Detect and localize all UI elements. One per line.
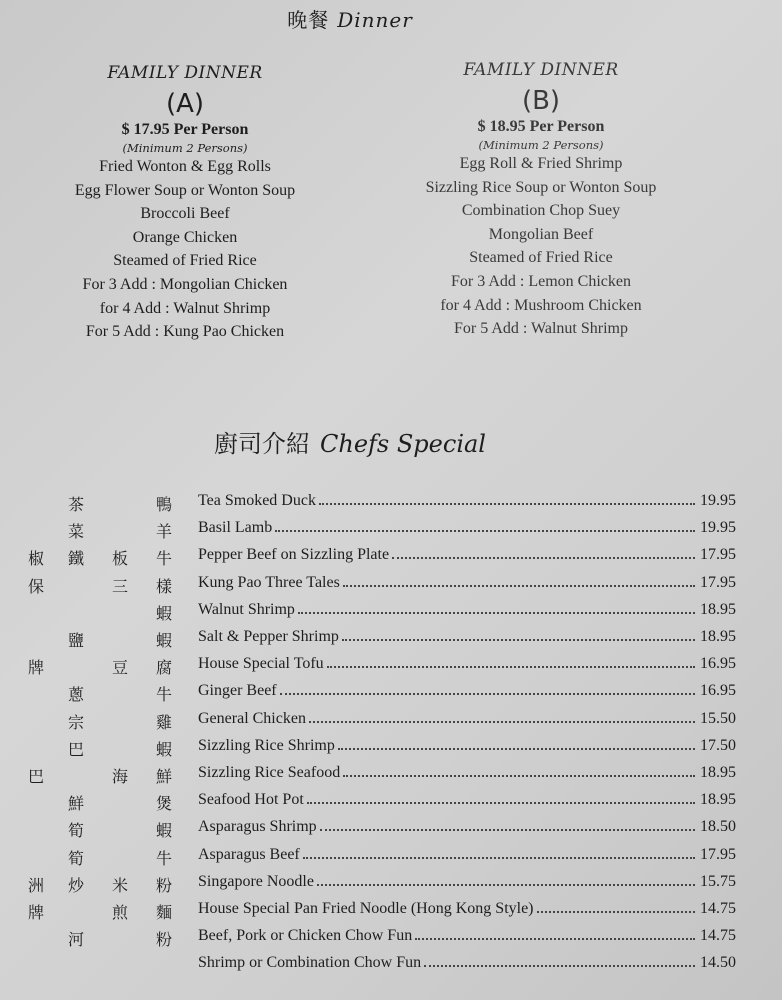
menu-item-price: 17.95 — [700, 573, 736, 591]
family-dinner-price: $ 18.95 Per Person — [477, 118, 605, 135]
menu-item-row — [0, 900, 782, 927]
menu-item-name: Asparagus Shrimp — [198, 818, 317, 836]
menu-item-chinese-char: 煲 — [156, 794, 173, 814]
family-dinner-item: For 5 Add : Kung Pao Chicken — [85, 323, 285, 341]
dinner-heading-en: Dinner — [337, 8, 413, 32]
family-dinner-item: Orange Chicken — [132, 228, 238, 246]
menu-item-name: Beef, Pork or Chicken Chow Fun — [198, 927, 413, 945]
dot-leader — [303, 857, 695, 859]
menu-item-price: 15.50 — [700, 709, 736, 727]
family-dinner-items — [0, 155, 370, 344]
family-dinner-label: FAMILY DINNER — [463, 60, 619, 80]
menu-item-price: 18.95 — [700, 791, 736, 809]
family-dinner-minimum: (Minimum 2 Persons) — [478, 138, 604, 152]
menu-item-chinese-char: 粉 — [156, 875, 173, 895]
family-dinner-letter: (B) — [521, 86, 561, 116]
dinner-heading — [0, 4, 700, 33]
dot-leader — [327, 666, 695, 668]
chefs-special-heading-cn: 廚司介紹 — [214, 430, 311, 458]
family-dinner-minimum: (Minimum 2 Persons) — [122, 141, 248, 155]
family-dinner-item: Broccoli Beef — [140, 205, 230, 223]
menu-item-chinese-char: 蝦 — [156, 631, 173, 650]
family-dinner-item: For 5 Add : Walnut Shrimp — [454, 320, 628, 338]
dot-leader — [343, 585, 695, 587]
menu-item-name: General Chicken — [198, 709, 306, 727]
menu-item-name: Salt & Pepper Shrimp — [198, 628, 339, 645]
dot-leader — [307, 802, 695, 804]
menu-item-chinese-char: 炒 — [68, 875, 85, 895]
menu-item-chinese-char: 蔥 — [68, 685, 85, 705]
family-dinner-item: Steamed of Fried Rice — [469, 249, 613, 267]
family-dinner-price: $ 17.95 Per Person — [121, 121, 249, 138]
menu-item-price: 19.95 — [700, 519, 736, 537]
menu-item-chinese-char: 海 — [112, 767, 129, 786]
menu-item-row — [0, 927, 782, 954]
menu-item-chinese-char: 樣 — [156, 576, 173, 596]
menu-item-name: Ginger Beef — [198, 682, 277, 700]
family-dinner-item: for 4 Add : Mushroom Chicken — [440, 296, 642, 314]
menu-item-chinese-char: 腐 — [156, 658, 173, 678]
menu-item-chinese-char: 粉 — [156, 930, 173, 950]
chefs-special-heading-en: Chefs Special — [320, 430, 486, 458]
family-dinner-item: for 4 Add : Walnut Shrimp — [99, 299, 271, 317]
dot-leader — [537, 911, 695, 913]
menu-item-row — [0, 818, 782, 845]
menu-item-chinese-char: 煎 — [112, 903, 129, 922]
dot-leader — [319, 503, 695, 505]
menu-item-price: 17.50 — [700, 736, 736, 754]
menu-item-name: Shrimp or Combination Chow Fun — [198, 954, 422, 972]
menu-item-row — [0, 574, 782, 601]
menu-item-chinese-char: 雞 — [156, 712, 173, 732]
menu-item-price: 16.95 — [700, 682, 736, 700]
dot-leader — [342, 639, 695, 641]
menu-item-chinese-char: 米 — [112, 875, 129, 895]
dot-leader — [309, 721, 695, 723]
menu-item-name: Pepper Beef on Sizzling Plate — [198, 546, 390, 564]
family-dinner-item: Egg Roll & Fried Shrimp — [459, 155, 623, 172]
chefs-special-heading — [0, 424, 700, 459]
family-dinner-label: FAMILY DINNER — [107, 63, 263, 83]
menu-item-row — [0, 682, 782, 709]
menu-item-chinese-char: 洲 — [28, 875, 45, 895]
family-dinner-item: Combination Chop Suey — [461, 202, 621, 220]
menu-item-chinese-char: 蝦 — [156, 603, 173, 623]
menu-item-row — [0, 655, 782, 682]
menu-item-row — [0, 628, 782, 655]
menu-item-price: 18.95 — [700, 600, 736, 618]
menu-item-chinese-char: 鮮 — [156, 767, 173, 786]
menu-item-chinese-char: 牛 — [156, 549, 173, 569]
menu-item-row — [0, 519, 782, 546]
menu-item-name: Sizzling Rice Shrimp — [198, 736, 335, 754]
menu-item-price: 19.95 — [700, 492, 736, 509]
family-dinner-item: For 3 Add : Lemon Chicken — [451, 272, 631, 290]
menu-item-chinese-char: 筍 — [68, 848, 85, 868]
dot-leader — [392, 557, 695, 559]
menu-item-chinese-char: 板 — [112, 549, 129, 569]
family-dinner-items — [356, 152, 726, 341]
menu-item-name: House Special Pan Fried Noodle (Hong Kong Style) — [198, 900, 534, 917]
menu-item-row — [0, 601, 782, 628]
menu-item-name: Sizzling Rice Seafood — [198, 764, 341, 781]
dot-leader — [320, 829, 695, 831]
menu-item-price: 14.50 — [700, 954, 736, 972]
menu-item-chinese-char: 蝦 — [156, 821, 173, 841]
menu-item-price: 18.50 — [700, 818, 736, 836]
menu-item-chinese-char: 宗 — [68, 712, 85, 732]
menu-item-chinese-char: 鮮 — [68, 794, 85, 814]
menu-item-chinese-char: 鐵 — [68, 549, 85, 569]
menu-item-chinese-char: 保 — [28, 576, 45, 596]
menu-item-row — [0, 954, 782, 981]
menu-item-chinese-char: 麵 — [156, 903, 173, 922]
menu-item-chinese-char: 三 — [112, 576, 129, 596]
dot-leader — [415, 938, 695, 940]
menu-item-chinese-char: 蝦 — [156, 739, 173, 759]
menu-item-chinese-char: 鹽 — [68, 631, 85, 650]
menu-item-chinese-char: 牛 — [156, 685, 173, 705]
dot-leader — [424, 965, 695, 967]
menu-item-name: House Special Tofu — [198, 655, 324, 673]
dot-leader — [338, 748, 695, 750]
menu-item-chinese-char: 牛 — [156, 848, 173, 868]
menu-item-price: 17.95 — [700, 845, 736, 863]
family-dinner-item: Fried Wonton & Egg Rolls — [99, 158, 271, 175]
menu-item-chinese-char: 椒 — [28, 549, 45, 569]
menu-item-chinese-char: 筍 — [68, 821, 85, 841]
menu-item-chinese-char: 牌 — [28, 658, 45, 678]
menu-item-name: Basil Lamb — [198, 519, 273, 537]
dot-leader — [275, 530, 695, 532]
dot-leader — [280, 693, 695, 695]
menu-item-price: 18.95 — [700, 764, 736, 781]
menu-item-name: Asparagus Beef — [198, 845, 300, 863]
menu-item-chinese-char: 鴨 — [156, 495, 173, 514]
menu-item-row — [0, 764, 782, 791]
menu-item-name: Singapore Noodle — [198, 872, 314, 890]
menu-item-row — [0, 846, 782, 873]
menu-item-chinese-char: 羊 — [156, 522, 173, 542]
family-dinner-item: For 3 Add : Mongolian Chicken — [82, 275, 288, 293]
menu-item-chinese-char: 巴 — [68, 739, 85, 759]
menu-item-chinese-char: 牌 — [28, 903, 45, 922]
family-dinner-b — [356, 60, 726, 341]
menu-item-chinese-char: 豆 — [112, 658, 129, 678]
menu-item-price: 15.75 — [700, 872, 736, 890]
menu-item-name: Kung Pao Three Tales — [198, 573, 340, 591]
family-dinner-letter: (A) — [165, 89, 205, 119]
menu-item-price: 14.75 — [700, 927, 736, 945]
family-dinner-item: Sizzling Rice Soup or Wonton Soup — [425, 178, 657, 196]
family-dinner-item: Mongolian Beef — [488, 225, 594, 243]
menu-item-row — [0, 791, 782, 818]
dot-leader — [298, 612, 695, 614]
family-dinner-a — [0, 63, 370, 344]
menu-item-price: 18.95 — [700, 628, 736, 645]
menu-item-chinese-char: 菜 — [68, 522, 85, 542]
menu-item-chinese-char: 巴 — [28, 767, 45, 786]
menu-item-row — [0, 737, 782, 764]
menu-item-name: Tea Smoked Duck — [198, 492, 316, 509]
dot-leader — [317, 884, 695, 886]
family-dinner-item: Egg Flower Soup or Wonton Soup — [74, 181, 296, 199]
dinner-heading-cn: 晚餐 — [287, 8, 330, 32]
menu-item-price: 14.75 — [700, 900, 736, 917]
menu-item-name: Walnut Shrimp — [198, 600, 295, 618]
menu-item-price: 16.95 — [700, 655, 736, 673]
menu-item-row — [0, 492, 782, 519]
dot-leader — [343, 775, 695, 777]
menu-item-row — [0, 710, 782, 737]
menu-item-price: 17.95 — [700, 546, 736, 564]
menu-item-row — [0, 873, 782, 900]
menu-item-name: Seafood Hot Pot — [198, 791, 304, 809]
family-dinner-item: Steamed of Fried Rice — [113, 252, 257, 270]
menu-item-row — [0, 546, 782, 573]
menu-item-chinese-char: 河 — [68, 930, 85, 950]
menu-item-chinese-char: 茶 — [68, 495, 85, 514]
